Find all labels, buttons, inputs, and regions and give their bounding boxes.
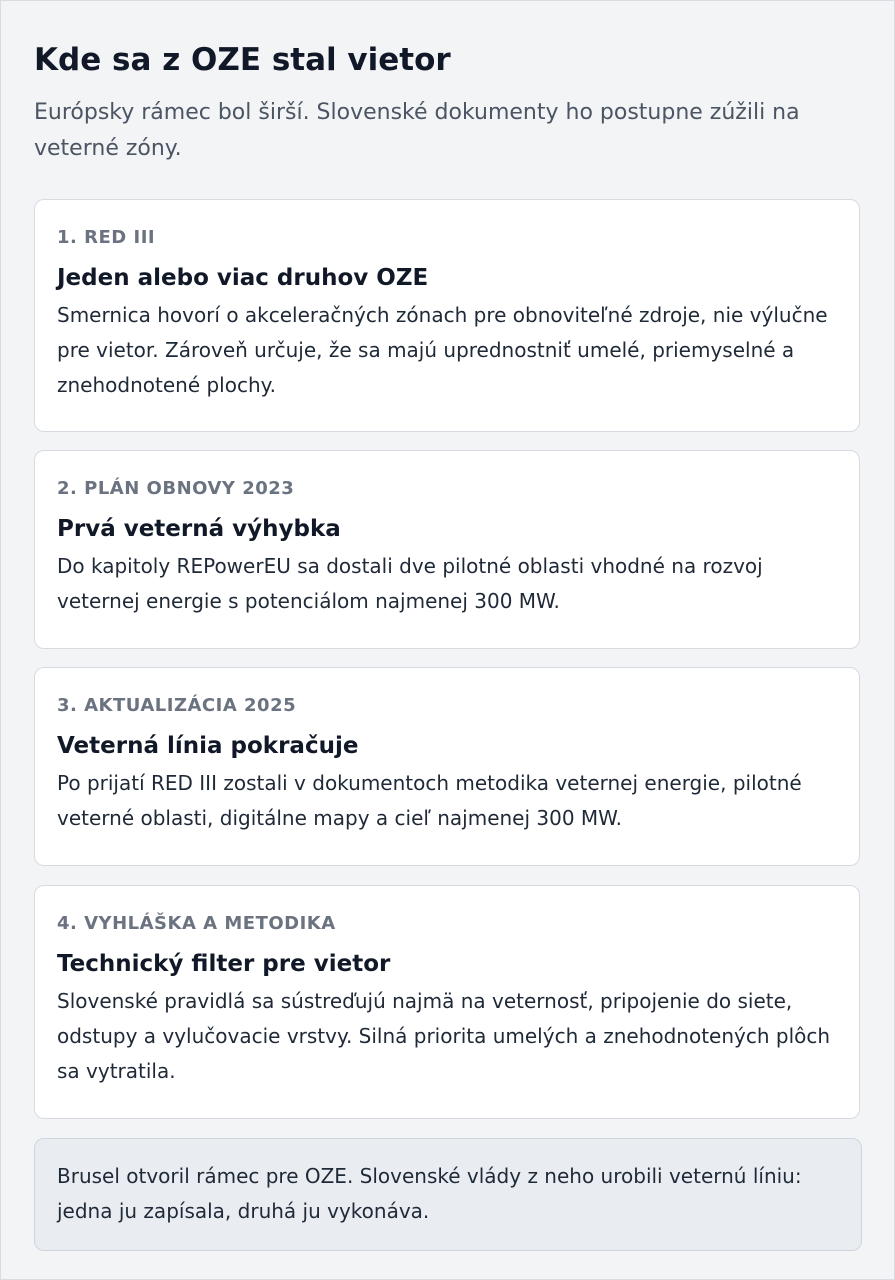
summary-callout	[34, 1138, 862, 1251]
page-subtitle: Európsky rámec bol širší. Slovenské dokumenty ho postupne zúžili na veterné zóny.	[34, 100, 800, 161]
card-text: Smernica hovorí o akceleračných zónach pre obnoviteľné zdroje, nie výlučne pre vietor. Zároveň určuje, že sa majú uprednostniť umelé, priemyselné a znehodnotené plochy.	[57, 303, 828, 397]
timeline-card-aktualizacia	[34, 667, 860, 866]
page-title: Kde sa z OZE stal vietor	[34, 42, 451, 78]
timeline-card-red-iii	[34, 199, 860, 432]
card-title: Prvá veterná výhybka	[57, 516, 341, 542]
card-kicker: 4. VYHLÁŠKA A METODIKA	[57, 913, 336, 934]
card-kicker: 2. PLÁN OBNOVY 2023	[57, 478, 295, 499]
card-kicker: 1. RED III	[57, 227, 156, 248]
card-title: Jeden alebo viac druhov OZE	[57, 265, 429, 291]
timeline-card-vyhlaska	[34, 885, 860, 1119]
card-text: Po prijatí RED III zostali v dokumentoch metodika veternej energie, pilotné veterné oblasti, digitálne mapy a cieľ najmenej 300 MW.	[57, 771, 802, 830]
card-title: Technický filter pre vietor	[57, 951, 391, 977]
card-title: Veterná línia pokračuje	[57, 733, 359, 759]
timeline-card-plan-obnovy	[34, 450, 860, 649]
card-kicker: 3. AKTUALIZÁCIA 2025	[57, 695, 297, 716]
card-text: Slovenské pravidlá sa sústreďujú najmä na veternosť, pripojenie do siete, odstupy a vylučovacie vrstvy. Silná priorita umelých a znehodnotených plôch sa vytratila.	[57, 989, 831, 1083]
summary-text: Brusel otvoril rámec pre OZE. Slovenské vlády z neho urobili veternú líniu: jedna ju zapísala, druhá ju vykonáva.	[57, 1164, 802, 1223]
card-text: Do kapitoly REPowerEU sa dostali dve pilotné oblasti vhodné na rozvoj veternej energie s potenciálom najmenej 300 MW.	[57, 554, 763, 613]
